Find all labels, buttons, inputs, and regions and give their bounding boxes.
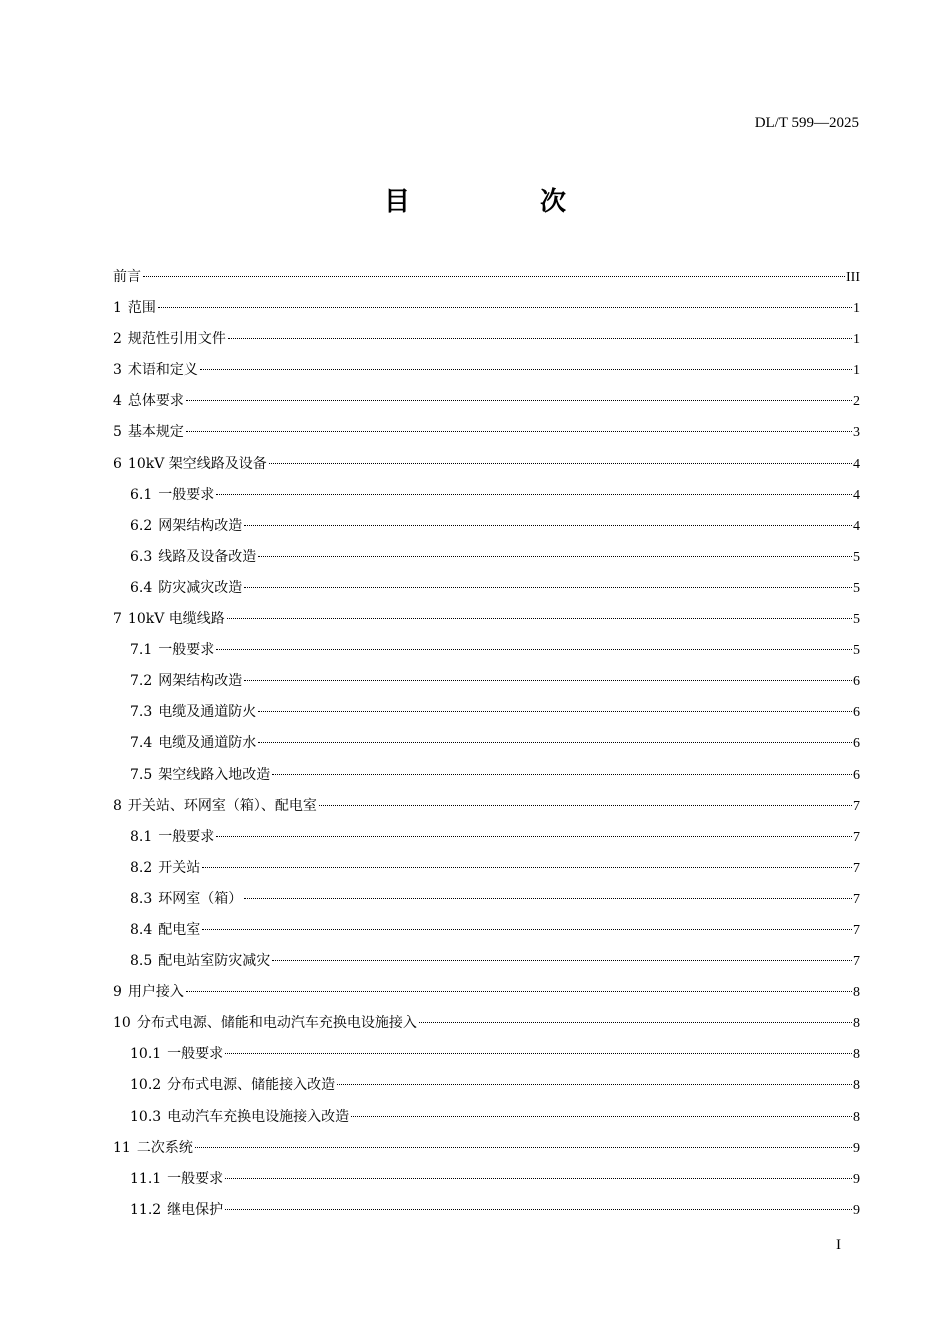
- toc-entry-text: 电动汽车充换电设施接入改造: [167, 1108, 350, 1125]
- toc-entry-page: 7: [853, 829, 860, 845]
- toc-entry-number: 1: [113, 300, 122, 317]
- toc-dot-leader: [244, 587, 852, 588]
- toc-entry-text: 环网室（箱）: [158, 890, 243, 907]
- toc-entry-page: 3: [853, 425, 860, 441]
- toc-entry-text: 规范性引用文件: [127, 331, 226, 348]
- toc-entry-text: 开关站: [158, 859, 201, 876]
- toc-entry-number: 8.3: [130, 890, 153, 907]
- toc-entry-page: 4: [853, 518, 860, 534]
- toc-entry-text: 电缆及通道防水: [158, 735, 257, 752]
- toc-entry-text: 10kV 架空线路及设备: [127, 455, 267, 472]
- toc-entry[interactable]: [113, 542, 860, 573]
- toc-entry-number: 11: [113, 1139, 131, 1156]
- toc-entry-number: 7.3: [130, 704, 153, 721]
- toc-entry-page: 2: [853, 394, 860, 410]
- toc-entry[interactable]: [113, 355, 860, 386]
- toc-entry-label: [130, 697, 256, 728]
- toc-entry-text: 范围: [127, 300, 156, 317]
- toc-entry-number: 2: [113, 331, 122, 348]
- toc-dot-leader: [225, 1053, 852, 1054]
- toc-entry-number: 6.2: [130, 517, 153, 534]
- toc-entry-text: 一般要求: [158, 642, 215, 659]
- toc-entry[interactable]: [113, 822, 860, 853]
- toc-entry-page: 6: [853, 736, 860, 752]
- toc-entry-page: 7: [853, 860, 860, 876]
- toc-entry-page: 9: [853, 1202, 860, 1218]
- toc-entry-label: [130, 1070, 335, 1101]
- toc-entry-text: 一般要求: [167, 1170, 224, 1187]
- toc-entry-label: [113, 604, 225, 635]
- toc-entry-text: 总体要求: [127, 393, 184, 410]
- toc-entry-label: [113, 293, 156, 324]
- toc-entry[interactable]: [113, 604, 860, 635]
- toc-entry-page: 7: [853, 798, 860, 814]
- toc-entry-number: 10.3: [130, 1108, 162, 1125]
- document-code: DL/T 599—2025: [754, 115, 859, 131]
- toc-entry-page: 5: [853, 549, 860, 565]
- toc-entry-text: 配电站室防灾减灾: [158, 953, 271, 970]
- toc-entry-page: 1: [853, 332, 860, 348]
- toc-dot-leader: [195, 1147, 852, 1148]
- toc-entry-text: 线路及设备改造: [158, 548, 257, 565]
- toc-entry-text: 配电室: [158, 921, 201, 938]
- toc-dot-leader: [158, 307, 852, 308]
- toc-entry[interactable]: [113, 262, 860, 293]
- toc-entry-label: [130, 635, 214, 666]
- toc-entry-text: 电缆及通道防火: [158, 704, 257, 721]
- toc-dot-leader: [200, 369, 852, 370]
- toc-entry-text: 开关站、环网室（箱）、配电室: [127, 797, 317, 814]
- toc-entry-page: 7: [853, 891, 860, 907]
- toc-entry-number: 3: [113, 362, 122, 379]
- toc-entry[interactable]: [113, 791, 860, 822]
- toc-entry[interactable]: [113, 417, 860, 448]
- toc-entry-text: 术语和定义: [127, 362, 198, 379]
- toc-entry-label: [113, 791, 317, 822]
- toc-entry-label: [130, 822, 214, 853]
- toc-entry[interactable]: [113, 1039, 860, 1070]
- toc-entry[interactable]: [113, 1195, 860, 1226]
- toc-entry-page: 9: [853, 1171, 860, 1187]
- page-number: I: [836, 1237, 841, 1253]
- toc-entry-number: 7.2: [130, 673, 153, 690]
- page-title: 目 次: [383, 187, 618, 217]
- toc-entry-label: [130, 915, 200, 946]
- toc-entry-number: 10.2: [130, 1077, 162, 1094]
- toc-entry-label: [130, 853, 200, 884]
- toc-entry-page: III: [846, 270, 860, 285]
- toc-dot-leader: [272, 960, 852, 961]
- toc-entry-number: 8.5: [130, 953, 153, 970]
- toc-entry-number: 6.1: [130, 486, 153, 503]
- toc-entry[interactable]: [113, 511, 860, 542]
- toc-entry[interactable]: [113, 946, 860, 977]
- toc-entry-number: 11.1: [130, 1170, 162, 1187]
- toc-entry-page: 7: [853, 922, 860, 938]
- toc-entry-page: 8: [853, 985, 860, 1001]
- toc-entry[interactable]: [113, 573, 860, 604]
- toc-entry[interactable]: [113, 449, 860, 480]
- toc-entry-number: 4: [113, 393, 122, 410]
- toc-dot-leader: [225, 1178, 852, 1179]
- toc-entry-label: [113, 977, 184, 1008]
- toc-entry-label: [130, 1195, 223, 1226]
- toc-dot-leader: [269, 463, 852, 464]
- toc-entry-label: [130, 480, 214, 511]
- toc-entry[interactable]: [113, 853, 860, 884]
- toc-entry-page: 5: [853, 643, 860, 659]
- toc-entry-label: [130, 946, 270, 977]
- toc-dot-leader: [319, 805, 852, 806]
- toc-entry-text: 一般要求: [158, 828, 215, 845]
- toc-entry-number: 10.1: [130, 1046, 162, 1063]
- toc-entry-number: 7.4: [130, 735, 153, 752]
- toc-entry-text: 用户接入: [127, 984, 184, 1001]
- toc-entry-label: [130, 1164, 223, 1195]
- toc-dot-leader: [186, 400, 852, 401]
- toc-dot-leader: [419, 1022, 852, 1023]
- toc-entry-page: 6: [853, 705, 860, 721]
- toc-entry[interactable]: [113, 386, 860, 417]
- toc-entry-label: [130, 728, 256, 759]
- toc-entry-label: [113, 324, 226, 355]
- toc-entry-page: 8: [853, 1047, 860, 1063]
- toc-dot-leader: [337, 1084, 852, 1085]
- toc-entry[interactable]: [113, 293, 860, 324]
- toc-entry-number: 6: [113, 455, 122, 472]
- toc-entry-text: 防灾减灾改造: [158, 579, 243, 596]
- toc-entry-page: 8: [853, 1078, 860, 1094]
- toc-entry-text: 前言: [113, 269, 141, 285]
- toc-entry-label: [130, 542, 256, 573]
- toc-entry-label: [130, 511, 242, 542]
- toc-entry-text: 网架结构改造: [158, 517, 243, 534]
- toc-dot-leader: [227, 618, 852, 619]
- toc-entry-number: 6.4: [130, 579, 153, 596]
- toc-dot-leader: [202, 929, 852, 930]
- toc-entry[interactable]: [113, 760, 860, 791]
- toc-entry-label: [113, 262, 141, 293]
- toc-dot-leader: [216, 649, 852, 650]
- toc-dot-leader: [258, 711, 852, 712]
- toc-entry-page: 1: [853, 363, 860, 379]
- toc-entry-label: [113, 355, 198, 386]
- toc-entry[interactable]: [113, 324, 860, 355]
- toc-entry-number: 9: [113, 984, 122, 1001]
- toc-entry-page: 5: [853, 612, 860, 628]
- toc-entry-text: 网架结构改造: [158, 673, 243, 690]
- toc-entry-label: [130, 1039, 223, 1070]
- toc-entry-label: [113, 1133, 193, 1164]
- toc-entry-text: 架空线路入地改造: [158, 766, 271, 783]
- toc-dot-leader: [186, 431, 852, 432]
- toc-entry-text: 继电保护: [167, 1201, 224, 1218]
- toc-entry[interactable]: [113, 1133, 860, 1164]
- toc-entry-number: 8.1: [130, 828, 153, 845]
- toc-entry-text: 二次系统: [136, 1139, 193, 1156]
- toc-entry[interactable]: [113, 480, 860, 511]
- toc-entry-text: 分布式电源、储能接入改造: [167, 1077, 336, 1094]
- toc-entry-number: 7.5: [130, 766, 153, 783]
- toc-entry-number: 8.2: [130, 859, 153, 876]
- toc-entry[interactable]: [113, 666, 860, 697]
- toc-entry-label: [130, 884, 242, 915]
- toc-entry-text: 10kV 电缆线路: [127, 611, 225, 628]
- toc-dot-leader: [216, 836, 852, 837]
- toc-dot-leader: [244, 525, 852, 526]
- toc-dot-leader: [202, 867, 852, 868]
- toc-entry-page: 4: [853, 456, 860, 472]
- toc-entry-label: [130, 1102, 349, 1133]
- toc-entry[interactable]: [113, 635, 860, 666]
- toc-entry-page: 6: [853, 767, 860, 783]
- toc-entry[interactable]: [113, 915, 860, 946]
- toc-entry-number: 7.1: [130, 642, 153, 659]
- toc-entry-number: 11.2: [130, 1201, 162, 1218]
- toc-entry-text: 一般要求: [158, 486, 215, 503]
- toc-entry-page: 7: [853, 954, 860, 970]
- toc-entry-label: [130, 666, 242, 697]
- toc-entry-number: 10: [113, 1015, 131, 1032]
- toc-dot-leader: [244, 680, 852, 681]
- table-of-contents: [113, 262, 860, 1226]
- toc-dot-leader: [258, 556, 852, 557]
- toc-entry[interactable]: [113, 977, 860, 1008]
- toc-entry-text: 分布式电源、储能和电动汽车充换电设施接入: [136, 1015, 417, 1032]
- toc-dot-leader: [258, 742, 852, 743]
- toc-entry[interactable]: [113, 1008, 860, 1039]
- toc-entry-number: 8: [113, 797, 122, 814]
- toc-entry-number: 5: [113, 424, 122, 441]
- toc-entry[interactable]: [113, 1102, 860, 1133]
- toc-dot-leader: [351, 1116, 852, 1117]
- toc-entry[interactable]: [113, 1070, 860, 1101]
- toc-entry[interactable]: [113, 697, 860, 728]
- toc-entry-label: [130, 573, 242, 604]
- toc-dot-leader: [216, 494, 852, 495]
- toc-entry[interactable]: [113, 728, 860, 759]
- toc-entry-page: 9: [853, 1140, 860, 1156]
- toc-entry-page: 1: [853, 301, 860, 317]
- toc-entry-label: [113, 386, 184, 417]
- toc-entry-page: 5: [853, 580, 860, 596]
- toc-dot-leader: [225, 1209, 852, 1210]
- toc-entry-label: [113, 1008, 417, 1039]
- toc-entry-page: 6: [853, 674, 860, 690]
- toc-dot-leader: [244, 898, 852, 899]
- toc-entry-text: 基本规定: [127, 424, 184, 441]
- toc-entry-page: 8: [853, 1016, 860, 1032]
- toc-entry-label: [113, 417, 184, 448]
- toc-entry[interactable]: [113, 1164, 860, 1195]
- toc-dot-leader: [228, 338, 852, 339]
- toc-entry-number: 6.3: [130, 548, 153, 565]
- toc-entry-label: [113, 449, 267, 480]
- toc-entry-label: [130, 760, 270, 791]
- toc-entry-page: 8: [853, 1109, 860, 1125]
- toc-entry-page: 4: [853, 487, 860, 503]
- toc-dot-leader: [143, 276, 845, 277]
- toc-dot-leader: [186, 991, 852, 992]
- toc-dot-leader: [272, 774, 852, 775]
- toc-entry-text: 一般要求: [167, 1046, 224, 1063]
- toc-entry[interactable]: [113, 884, 860, 915]
- toc-entry-number: 7: [113, 611, 122, 628]
- toc-entry-number: 8.4: [130, 921, 153, 938]
